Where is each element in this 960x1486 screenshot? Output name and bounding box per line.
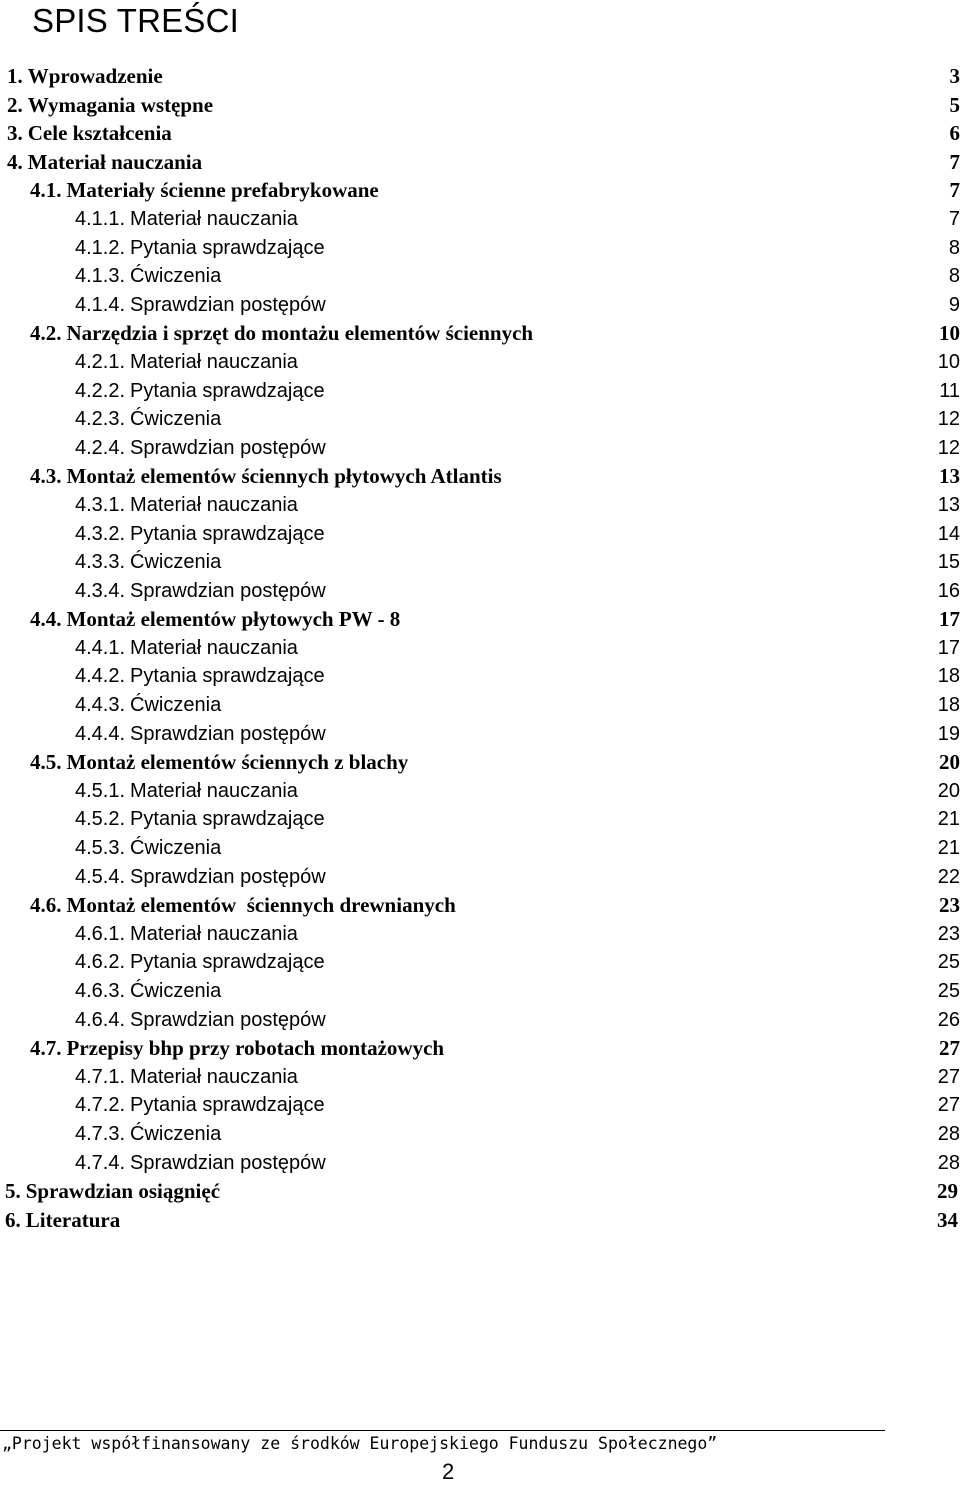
toc-entry-title: Pytania sprawdzające bbox=[130, 951, 325, 974]
toc-entry-label bbox=[75, 1006, 326, 1035]
toc-entry[interactable] bbox=[0, 205, 960, 234]
toc-entry-page: 27 bbox=[939, 1036, 960, 1061]
toc-entry-number: 4.4.2. bbox=[75, 665, 126, 688]
table-of-contents bbox=[0, 62, 960, 1234]
toc-entry-label bbox=[5, 1177, 220, 1206]
toc-entry-number: 4.7.3. bbox=[75, 1122, 126, 1145]
toc-entry-label bbox=[7, 148, 202, 177]
toc-entry[interactable] bbox=[0, 691, 960, 720]
toc-entry-number: 4.3.3. bbox=[75, 551, 126, 574]
toc-entry-page: 21 bbox=[937, 808, 960, 831]
toc-entry-label bbox=[75, 977, 221, 1006]
toc-entry-page: 28 bbox=[937, 1151, 960, 1174]
toc-entry-label bbox=[7, 119, 172, 148]
toc-entry[interactable] bbox=[0, 91, 960, 120]
toc-entry-label bbox=[75, 577, 326, 606]
toc-entry-title: Ćwiczenia bbox=[130, 1122, 222, 1145]
toc-entry-title: Sprawdzian postępów bbox=[130, 293, 326, 316]
toc-entry-page: 29 bbox=[937, 1179, 958, 1204]
toc-entry-label bbox=[75, 863, 326, 892]
toc-entry-page: 6 bbox=[949, 121, 960, 146]
toc-entry-page: 20 bbox=[937, 779, 960, 802]
toc-entry-number: 3. bbox=[7, 121, 23, 146]
toc-entry-number: 4.5. bbox=[30, 750, 62, 775]
toc-entry[interactable] bbox=[0, 634, 960, 663]
toc-entry-title: Ćwiczenia bbox=[130, 980, 222, 1002]
toc-entry[interactable] bbox=[0, 262, 960, 291]
toc-entry[interactable] bbox=[0, 662, 960, 691]
toc-entry-page: 18 bbox=[937, 694, 960, 717]
toc-entry-page: 7 bbox=[948, 207, 960, 230]
toc-entry-title: Materiał nauczania bbox=[130, 350, 298, 373]
toc-entry-title: Narzędzia i sprzęt do montażu elementów ściennych bbox=[66, 321, 534, 346]
toc-entry-page: 9 bbox=[948, 293, 960, 316]
page-number: 2 bbox=[442, 1459, 455, 1484]
toc-entry-label bbox=[30, 462, 502, 491]
toc-entry-page: 13 bbox=[939, 464, 960, 489]
toc-entry-title: Materiał nauczania bbox=[130, 636, 298, 659]
toc-entry-page: 27 bbox=[937, 1065, 960, 1088]
toc-entry-title: Sprawdzian postępów bbox=[130, 1151, 326, 1174]
toc-entry-page: 25 bbox=[937, 951, 960, 974]
toc-entry-title: Ćwiczenia bbox=[130, 551, 222, 574]
toc-entry-label bbox=[75, 434, 326, 463]
toc-entry[interactable] bbox=[0, 1063, 960, 1092]
toc-entry-page: 14 bbox=[937, 522, 960, 545]
toc-entry-label bbox=[75, 920, 298, 949]
toc-entry[interactable] bbox=[0, 948, 960, 977]
toc-entry-number: 4.5.1. bbox=[75, 779, 126, 802]
toc-entry-label bbox=[75, 662, 325, 691]
page-title: SPIS TREŚCI bbox=[32, 2, 239, 39]
toc-entry-page: 5 bbox=[949, 92, 960, 117]
toc-entry-label bbox=[75, 777, 298, 806]
toc-entry-number: 6. bbox=[5, 1207, 21, 1232]
toc-entry-title: Montaż elementów ściennych z blachy bbox=[66, 750, 409, 775]
toc-entry-label bbox=[75, 520, 325, 549]
toc-entry-title: Materiał nauczania bbox=[27, 149, 203, 174]
toc-entry[interactable] bbox=[0, 148, 960, 177]
toc-entry-title: Sprawdzian postępów bbox=[130, 865, 326, 888]
toc-entry[interactable] bbox=[0, 1206, 958, 1235]
toc-entry-number: 4.5.3. bbox=[75, 837, 126, 860]
toc-entry[interactable] bbox=[0, 234, 960, 263]
toc-entry-label bbox=[75, 491, 298, 520]
toc-entry[interactable] bbox=[0, 462, 960, 491]
toc-entry-title: Materiał nauczania bbox=[130, 922, 298, 945]
toc-entry-number: 4.4.4. bbox=[75, 722, 126, 745]
toc-entry[interactable] bbox=[0, 777, 960, 806]
toc-entry[interactable] bbox=[0, 1177, 958, 1206]
toc-entry-label bbox=[30, 605, 400, 634]
toc-entry[interactable] bbox=[0, 1120, 960, 1149]
toc-entry[interactable] bbox=[0, 119, 960, 148]
toc-entry-title: Ćwiczenia bbox=[130, 694, 222, 717]
toc-entry-label bbox=[75, 720, 326, 749]
toc-entry-label bbox=[75, 634, 298, 663]
toc-entry[interactable] bbox=[0, 520, 960, 549]
toc-entry-title: Materiały ścienne prefabrykowane bbox=[66, 178, 379, 203]
toc-entry-label bbox=[75, 1091, 325, 1120]
toc-entry-page: 19 bbox=[937, 722, 960, 745]
toc-entry-page: 8 bbox=[948, 265, 960, 288]
toc-entry-label bbox=[7, 62, 163, 91]
toc-entry-title: Ćwiczenia bbox=[130, 408, 222, 431]
toc-entry-title: Pytania sprawdzające bbox=[130, 808, 325, 831]
toc-entry-page: 3 bbox=[949, 64, 960, 88]
toc-entry-page: 7 bbox=[949, 149, 960, 174]
toc-entry[interactable] bbox=[0, 748, 960, 777]
toc-entry-label bbox=[30, 891, 456, 920]
toc-entry-title: Sprawdzian postępów bbox=[130, 436, 326, 459]
toc-entry-title: Montaż elementów ściennych drewnianych bbox=[66, 893, 456, 918]
toc-entry-title: Pytania sprawdzające bbox=[130, 379, 325, 402]
toc-entry-title: Przepisy bhp przy robotach montażowych bbox=[66, 1036, 445, 1061]
toc-entry-number: 4.3.4. bbox=[75, 579, 126, 602]
toc-entry-number: 4.2.4. bbox=[75, 436, 126, 459]
toc-entry-label bbox=[75, 1149, 326, 1178]
toc-entry-number: 4.4.1. bbox=[75, 636, 126, 659]
toc-entry-page: 12 bbox=[937, 408, 960, 431]
toc-entry-number: 4.2.1. bbox=[75, 350, 126, 373]
toc-entry-label bbox=[75, 205, 298, 234]
toc-entry-title: Montaż elementów płytowych PW - 8 bbox=[66, 607, 401, 632]
toc-entry-page: 10 bbox=[939, 321, 960, 346]
toc-entry-number: 4.3.2. bbox=[75, 522, 126, 545]
toc-entry-title: Pytania sprawdzające bbox=[130, 522, 325, 545]
toc-entry[interactable] bbox=[0, 176, 960, 205]
toc-entry-page: 8 bbox=[948, 236, 960, 259]
toc-entry-title: Ćwiczenia bbox=[130, 837, 222, 860]
toc-entry[interactable] bbox=[0, 319, 960, 348]
toc-entry-page: 28 bbox=[937, 1122, 960, 1145]
toc-entry[interactable] bbox=[0, 605, 960, 634]
toc-entry-page: 23 bbox=[937, 922, 960, 945]
toc-entry[interactable] bbox=[0, 920, 960, 949]
toc-entry-page: 34 bbox=[937, 1207, 958, 1232]
toc-entry-label bbox=[75, 948, 325, 977]
toc-entry-number: 4.6.4. bbox=[75, 1008, 126, 1031]
toc-entry[interactable] bbox=[0, 62, 960, 91]
toc-entry-label bbox=[75, 1063, 298, 1092]
toc-entry-label bbox=[75, 805, 325, 834]
toc-entry-page: 27 bbox=[937, 1094, 960, 1117]
toc-entry-label bbox=[75, 348, 298, 377]
toc-entry-title: Materiał nauczania bbox=[130, 1065, 298, 1088]
toc-entry-number: 4. bbox=[7, 149, 23, 174]
toc-entry-number: 5. bbox=[5, 1179, 21, 1204]
toc-entry-page: 20 bbox=[939, 750, 960, 775]
toc-entry-title: Sprawdzian postępów bbox=[130, 579, 326, 602]
toc-entry-title: Sprawdzian osiągnięć bbox=[25, 1179, 221, 1204]
toc-entry-title: Montaż elementów ściennych płytowych Atlantis bbox=[66, 464, 502, 489]
toc-entry[interactable] bbox=[0, 891, 960, 920]
toc-entry[interactable] bbox=[0, 720, 960, 749]
toc-entry-page: 22 bbox=[937, 865, 960, 888]
toc-entry-title: Sprawdzian postępów bbox=[130, 1008, 326, 1031]
toc-entry-number: 4.1.2. bbox=[75, 236, 126, 259]
toc-entry-title: Materiał nauczania bbox=[130, 779, 298, 802]
toc-entry-number: 4.1.3. bbox=[75, 265, 126, 288]
toc-entry-number: 4.7.2. bbox=[75, 1094, 126, 1117]
toc-entry-number: 4.3. bbox=[30, 464, 62, 489]
toc-entry-number: 4.7.4. bbox=[75, 1151, 126, 1174]
toc-entry[interactable] bbox=[0, 863, 960, 892]
toc-entry-label bbox=[75, 691, 221, 720]
toc-entry-number: 4.3.1. bbox=[75, 493, 126, 516]
toc-entry-page: 25 bbox=[937, 980, 960, 1002]
toc-entry-title: Wprowadzenie bbox=[27, 64, 163, 88]
toc-entry[interactable] bbox=[0, 548, 960, 577]
footer-divider bbox=[0, 1430, 885, 1431]
toc-entry-number: 4.5.4. bbox=[75, 865, 126, 888]
toc-entry-number: 4.7.1. bbox=[75, 1065, 126, 1088]
toc-entry-page: 18 bbox=[937, 665, 960, 688]
toc-entry-title: Wymagania wstępne bbox=[27, 92, 214, 117]
toc-entry-label bbox=[75, 834, 221, 863]
toc-entry-title: Materiał nauczania bbox=[130, 493, 298, 516]
toc-entry[interactable] bbox=[0, 291, 960, 320]
toc-entry-number: 4.4.3. bbox=[75, 694, 126, 717]
toc-entry-page: 21 bbox=[937, 837, 960, 860]
toc-entry[interactable] bbox=[0, 377, 960, 406]
toc-entry-number: 4.5.2. bbox=[75, 808, 126, 831]
toc-entry-label bbox=[30, 319, 533, 348]
toc-entry-page: 17 bbox=[939, 607, 960, 632]
toc-entry-title: Literatura bbox=[25, 1207, 121, 1232]
toc-entry-label bbox=[30, 176, 379, 205]
toc-entry-title: Ćwiczenia bbox=[130, 265, 222, 288]
toc-entry-label bbox=[5, 1206, 120, 1235]
toc-entry[interactable] bbox=[0, 577, 960, 606]
toc-entry[interactable] bbox=[0, 405, 960, 434]
toc-entry[interactable] bbox=[0, 348, 960, 377]
toc-entry[interactable] bbox=[0, 977, 960, 1006]
toc-entry-number: 4.6.2. bbox=[75, 951, 126, 974]
toc-entry-page: 10 bbox=[937, 350, 960, 373]
toc-entry-number: 4.1. bbox=[30, 178, 62, 203]
toc-entry-number: 4.6. bbox=[30, 893, 62, 918]
toc-entry-number: 4.2.2. bbox=[75, 379, 126, 402]
toc-entry-label bbox=[75, 405, 221, 434]
toc-entry-title: Cele kształcenia bbox=[27, 121, 172, 146]
toc-entry[interactable] bbox=[0, 1034, 960, 1063]
toc-entry[interactable] bbox=[0, 1006, 960, 1035]
toc-entry-label bbox=[7, 91, 213, 120]
toc-entry-title: Sprawdzian postępów bbox=[130, 722, 326, 745]
toc-entry-number: 4.1.1. bbox=[75, 207, 126, 230]
toc-entry-page: 13 bbox=[937, 493, 960, 516]
toc-entry-label bbox=[75, 262, 221, 291]
toc-entry-page: 15 bbox=[937, 551, 960, 574]
toc-entry-page: 16 bbox=[937, 579, 960, 602]
footer-funding-note: „Projekt współfinansowany ze środków Europejskiego Funduszu Społecznego” bbox=[2, 1434, 718, 1453]
toc-entry-page: 17 bbox=[937, 636, 960, 659]
toc-entry-number: 4.2. bbox=[30, 321, 62, 346]
toc-entry-number: 4.6.1. bbox=[75, 922, 126, 945]
toc-entry[interactable] bbox=[0, 1149, 960, 1178]
toc-entry-label bbox=[75, 234, 325, 263]
toc-entry-number: 2. bbox=[7, 92, 23, 117]
toc-entry-number: 4.1.4. bbox=[75, 293, 126, 316]
toc-entry-number: 4.7. bbox=[30, 1036, 62, 1061]
toc-entry-title: Pytania sprawdzające bbox=[130, 236, 325, 259]
toc-entry-title: Materiał nauczania bbox=[130, 207, 298, 230]
toc-entry-page: 23 bbox=[939, 893, 960, 918]
toc-entry[interactable] bbox=[0, 834, 960, 863]
toc-entry-label bbox=[30, 1034, 444, 1063]
toc-entry-number: 1. bbox=[7, 64, 23, 88]
toc-entry-title: Pytania sprawdzające bbox=[130, 665, 325, 688]
toc-entry[interactable] bbox=[0, 805, 960, 834]
toc-entry[interactable] bbox=[0, 1091, 960, 1120]
toc-entry-label bbox=[75, 377, 325, 406]
toc-entry-label bbox=[30, 748, 408, 777]
toc-entry-page: 11 bbox=[939, 379, 960, 402]
toc-entry-number: 4.6.3. bbox=[75, 980, 126, 1002]
toc-entry-number: 4.4. bbox=[30, 607, 62, 632]
toc-entry-page: 7 bbox=[949, 178, 960, 203]
toc-entry[interactable] bbox=[0, 434, 960, 463]
toc-entry-label bbox=[75, 548, 221, 577]
toc-entry-label bbox=[75, 1120, 221, 1149]
toc-entry-title: Pytania sprawdzające bbox=[130, 1094, 325, 1117]
toc-entry-page: 12 bbox=[937, 436, 960, 459]
toc-entry-page: 26 bbox=[937, 1008, 960, 1031]
toc-entry-label bbox=[75, 291, 326, 320]
toc-entry-number: 4.2.3. bbox=[75, 408, 126, 431]
toc-entry[interactable] bbox=[0, 491, 960, 520]
